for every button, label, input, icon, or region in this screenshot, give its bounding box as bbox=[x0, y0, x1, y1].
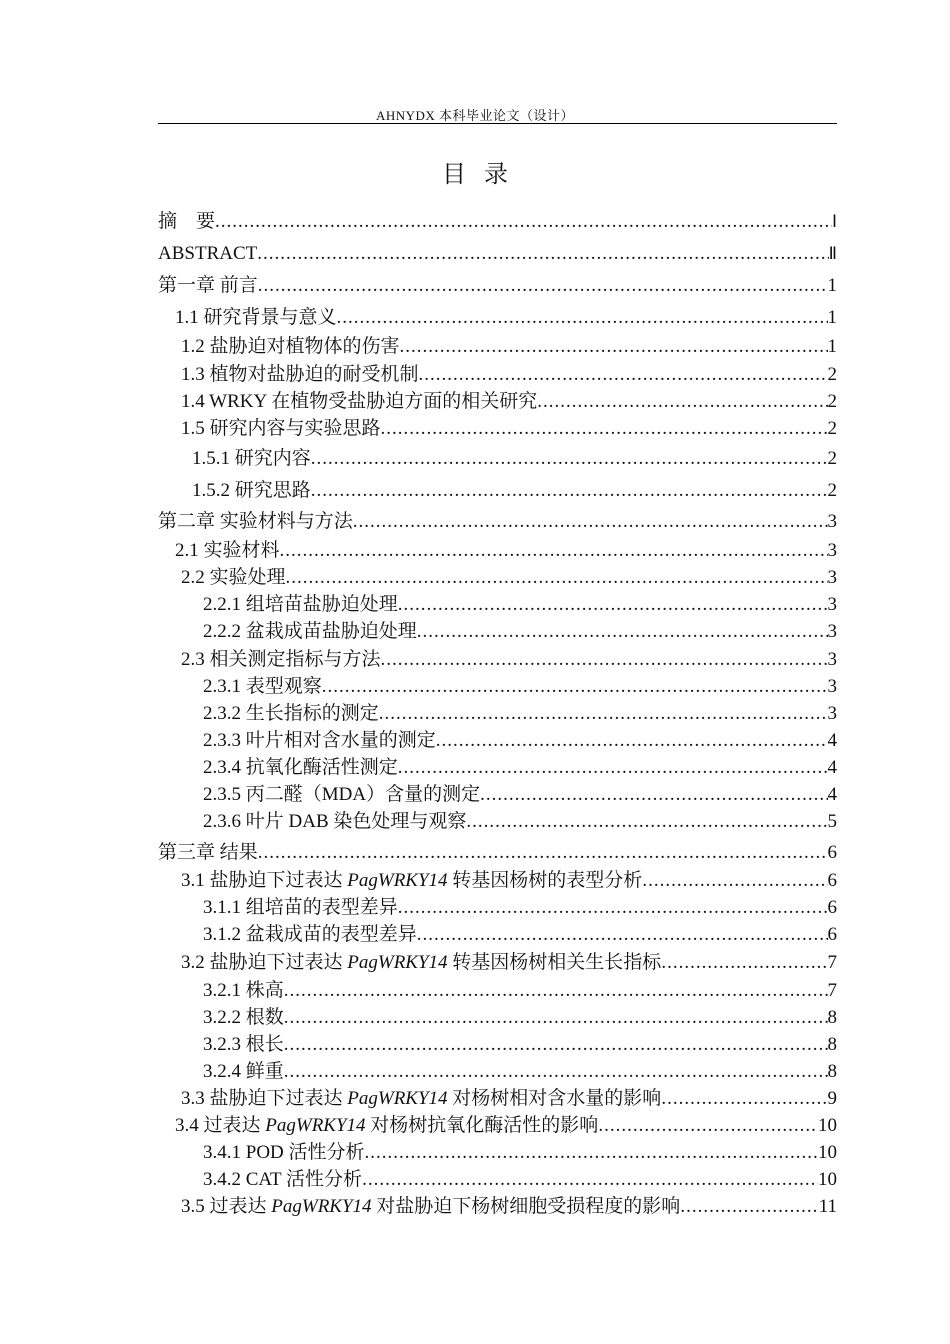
dot-leader bbox=[311, 480, 828, 502]
toc-entry-page-number: 3 bbox=[827, 649, 837, 670]
dot-leader bbox=[284, 1034, 828, 1056]
toc-entry-page-number: Ⅰ bbox=[831, 212, 837, 232]
toc-entry-label: 1.5 研究内容与实验思路 bbox=[181, 418, 381, 439]
gene-name: PagWRKY14 bbox=[265, 1115, 366, 1136]
toc-entry[interactable] bbox=[203, 703, 837, 725]
toc-entry-page-number: 6 bbox=[827, 897, 837, 918]
toc-entry-page-number: Ⅱ bbox=[828, 244, 837, 264]
toc-entry-label: 3.2.3 根长 bbox=[203, 1034, 284, 1055]
toc-entry[interactable] bbox=[175, 307, 837, 329]
toc-entry-label: 第一章 前言 bbox=[158, 275, 258, 296]
toc-entry-label: 摘 要 bbox=[158, 211, 216, 232]
toc-entry-page-number: 11 bbox=[818, 1196, 837, 1217]
toc-entry-page-number: 3 bbox=[827, 511, 837, 532]
toc-entry-page-number: 2 bbox=[827, 418, 837, 439]
dot-leader bbox=[417, 924, 828, 946]
toc-entry[interactable] bbox=[158, 211, 837, 233]
toc-entry[interactable] bbox=[181, 391, 837, 413]
dot-leader bbox=[215, 211, 832, 233]
dot-leader bbox=[284, 1007, 828, 1029]
page-header: AHNYDX 本科毕业论文（设计） bbox=[375, 108, 575, 123]
dot-leader bbox=[400, 336, 828, 358]
toc-entry[interactable] bbox=[181, 1088, 837, 1110]
toc-entry-label: 3.1 盐胁迫下过表达 PagWRKY14 转基因杨树的表型分析 bbox=[181, 870, 643, 891]
dot-leader bbox=[337, 307, 828, 329]
dot-leader bbox=[381, 418, 828, 440]
dot-leader bbox=[365, 1142, 818, 1164]
dot-leader bbox=[398, 897, 828, 919]
toc-entry-page-number: 5 bbox=[827, 811, 837, 832]
toc-entry[interactable] bbox=[203, 1169, 837, 1191]
toc-entry-label: 3.4.1 POD 活性分析 bbox=[203, 1142, 365, 1163]
toc-entry-page-number: 3 bbox=[827, 567, 837, 588]
toc-entry-label: ABSTRACT bbox=[158, 243, 258, 264]
toc-entry-label: 第二章 实验材料与方法 bbox=[158, 511, 353, 532]
toc-entry[interactable] bbox=[203, 1007, 837, 1029]
dot-leader bbox=[258, 275, 828, 297]
toc-entry[interactable] bbox=[203, 621, 837, 643]
toc-entry-label: 2.3.5 丙二醛（MDA）含量的测定 bbox=[203, 784, 481, 805]
toc-entry-page-number: 3 bbox=[827, 540, 837, 561]
toc-entry[interactable] bbox=[181, 364, 837, 386]
dot-leader bbox=[398, 757, 828, 779]
toc-entry-page-number: 1 bbox=[827, 307, 837, 328]
dot-leader bbox=[362, 1169, 818, 1191]
toc-entry-label: 2.3.4 抗氧化酶活性测定 bbox=[203, 757, 398, 778]
toc-entry-label: 1.3 植物对盐胁迫的耐受机制 bbox=[181, 364, 419, 385]
toc-entry-page-number: 1 bbox=[827, 336, 837, 357]
toc-entry-label: 3.4.2 CAT 活性分析 bbox=[203, 1169, 363, 1190]
toc-entry[interactable] bbox=[181, 336, 837, 358]
toc-entry-page-number: 3 bbox=[827, 594, 837, 615]
dot-leader bbox=[661, 1088, 827, 1110]
toc-entry[interactable] bbox=[203, 897, 837, 919]
toc-entry[interactable] bbox=[203, 1034, 837, 1056]
toc-entry-page-number: 8 bbox=[827, 1061, 837, 1082]
toc-entry[interactable] bbox=[181, 649, 837, 671]
dot-leader bbox=[353, 511, 828, 533]
dot-leader bbox=[398, 594, 828, 616]
gene-name: PagWRKY14 bbox=[271, 1196, 372, 1217]
toc-entry[interactable] bbox=[203, 811, 837, 833]
toc-entry[interactable] bbox=[203, 676, 837, 698]
header-rule bbox=[158, 123, 837, 124]
toc-entry-page-number: 2 bbox=[827, 364, 837, 385]
dot-leader bbox=[257, 243, 828, 265]
dot-leader bbox=[284, 1061, 828, 1083]
dot-leader bbox=[419, 364, 828, 386]
toc-entry[interactable] bbox=[203, 594, 837, 616]
toc-entry-label: 2.3.3 叶片相对含水量的测定 bbox=[203, 730, 436, 751]
toc-entry[interactable] bbox=[158, 842, 837, 864]
toc-entry-label: 3.2.1 株高 bbox=[203, 980, 284, 1001]
toc-entry[interactable] bbox=[181, 567, 837, 589]
toc-entry-page-number: 10 bbox=[818, 1142, 837, 1163]
toc-entry-label: 1.5.1 研究内容 bbox=[192, 448, 311, 469]
toc-entry-page-number: 6 bbox=[827, 870, 837, 891]
toc-entry-page-number: 2 bbox=[827, 391, 837, 412]
toc-entry[interactable] bbox=[158, 511, 837, 533]
toc-entry-label: 3.4 过表达 PagWRKY14 对杨树抗氧化酶活性的影响 bbox=[175, 1115, 599, 1136]
dot-leader bbox=[480, 784, 827, 806]
dot-leader bbox=[417, 621, 828, 643]
dot-leader bbox=[537, 391, 827, 413]
toc-entry-page-number: 3 bbox=[827, 621, 837, 642]
toc-entry-label: 2.1 实验材料 bbox=[175, 540, 280, 561]
toc-entry[interactable] bbox=[181, 1196, 837, 1218]
toc-entry[interactable] bbox=[158, 243, 837, 265]
toc-entry-label: 3.2.2 根数 bbox=[203, 1007, 284, 1028]
toc-entry-page-number: 10 bbox=[818, 1115, 837, 1136]
dot-leader bbox=[381, 649, 828, 671]
toc-entry-page-number: 4 bbox=[827, 757, 837, 778]
gene-name: PagWRKY14 bbox=[347, 952, 448, 973]
toc-entry-label: 2.3.2 生长指标的测定 bbox=[203, 703, 379, 724]
toc-entry[interactable] bbox=[192, 480, 837, 502]
dot-leader bbox=[436, 730, 828, 752]
toc-entry-label: 3.2 盐胁迫下过表达 PagWRKY14 转基因杨树相关生长指标 bbox=[181, 952, 662, 973]
toc-entry-page-number: 10 bbox=[818, 1169, 837, 1190]
toc-entry[interactable] bbox=[175, 1115, 837, 1137]
toc-entry-page-number: 3 bbox=[827, 676, 837, 697]
toc-entry[interactable] bbox=[203, 757, 837, 779]
toc-entry-label: 3.2.4 鲜重 bbox=[203, 1061, 284, 1082]
toc-entry[interactable] bbox=[158, 275, 837, 297]
toc-entry-label: 1.5.2 研究思路 bbox=[192, 480, 311, 501]
toc-entry-page-number: 6 bbox=[827, 924, 837, 945]
dot-leader bbox=[466, 811, 827, 833]
toc-entry[interactable] bbox=[203, 1061, 837, 1083]
toc-entry-label: 1.4 WRKY 在植物受盐胁迫方面的相关研究 bbox=[181, 391, 538, 412]
gene-name: PagWRKY14 bbox=[347, 1088, 448, 1109]
toc-entry[interactable] bbox=[203, 924, 837, 946]
gene-name: PagWRKY14 bbox=[347, 870, 448, 891]
toc-entry-page-number: 4 bbox=[827, 730, 837, 751]
toc-entry[interactable] bbox=[192, 448, 837, 470]
toc-entry-page-number: 7 bbox=[827, 980, 837, 1001]
toc-entry-page-number: 9 bbox=[827, 1088, 837, 1109]
toc-entry[interactable] bbox=[203, 980, 837, 1002]
dot-leader bbox=[661, 952, 827, 974]
dot-leader bbox=[680, 1196, 818, 1218]
dot-leader bbox=[311, 448, 828, 470]
toc-entry-label: 1.2 盐胁迫对植物体的伤害 bbox=[181, 336, 400, 357]
toc-entry-page-number: 4 bbox=[827, 784, 837, 805]
toc-entry[interactable] bbox=[203, 730, 837, 752]
toc-entry-page-number: 2 bbox=[827, 448, 837, 469]
toc-entry[interactable] bbox=[181, 952, 837, 974]
toc-entry-label: 2.3 相关测定指标与方法 bbox=[181, 649, 381, 670]
toc-entry-page-number: 1 bbox=[827, 275, 837, 296]
dot-leader bbox=[284, 980, 828, 1002]
toc-entry-label: 3.1.1 组培苗的表型差异 bbox=[203, 897, 398, 918]
toc-entry-label: 第三章 结果 bbox=[158, 842, 258, 863]
toc-entry-label: 2.3.1 表型观察 bbox=[203, 676, 322, 697]
toc-entry[interactable] bbox=[175, 540, 837, 562]
toc-entry-label: 2.2 实验处理 bbox=[181, 567, 286, 588]
dot-leader bbox=[280, 540, 828, 562]
toc-entry-label: 1.1 研究背景与意义 bbox=[175, 307, 337, 328]
toc-entry[interactable] bbox=[181, 870, 837, 892]
toc-entry-page-number: 2 bbox=[827, 480, 837, 501]
toc-entry-page-number: 8 bbox=[827, 1007, 837, 1028]
toc-entry-label: 2.2.2 盆栽成苗盐胁迫处理 bbox=[203, 621, 417, 642]
toc-entry-label: 3.1.2 盆栽成苗的表型差异 bbox=[203, 924, 417, 945]
toc-entry-page-number: 8 bbox=[827, 1034, 837, 1055]
toc-entry-label: 3.3 盐胁迫下过表达 PagWRKY14 对杨树相对含水量的影响 bbox=[181, 1088, 662, 1109]
toc-entry-label: 2.3.6 叶片 DAB 染色处理与观察 bbox=[203, 811, 467, 832]
toc-entry-label: 3.5 过表达 PagWRKY14 对盐胁迫下杨树细胞受损程度的影响 bbox=[181, 1196, 681, 1217]
dot-leader bbox=[258, 842, 828, 864]
dot-leader bbox=[598, 1115, 818, 1137]
toc-entry-page-number: 3 bbox=[827, 703, 837, 724]
toc-title: 目录 bbox=[442, 162, 526, 188]
toc-entry[interactable] bbox=[203, 784, 837, 806]
toc-entry-page-number: 6 bbox=[827, 842, 837, 863]
toc-entry-label: 2.2.1 组培苗盐胁迫处理 bbox=[203, 594, 398, 615]
toc-entry-page-number: 7 bbox=[827, 952, 837, 973]
dot-leader bbox=[286, 567, 828, 589]
dot-leader bbox=[322, 676, 828, 698]
dot-leader bbox=[642, 870, 827, 892]
toc-entry[interactable] bbox=[203, 1142, 837, 1164]
toc-entry[interactable] bbox=[181, 418, 837, 440]
dot-leader bbox=[379, 703, 828, 725]
